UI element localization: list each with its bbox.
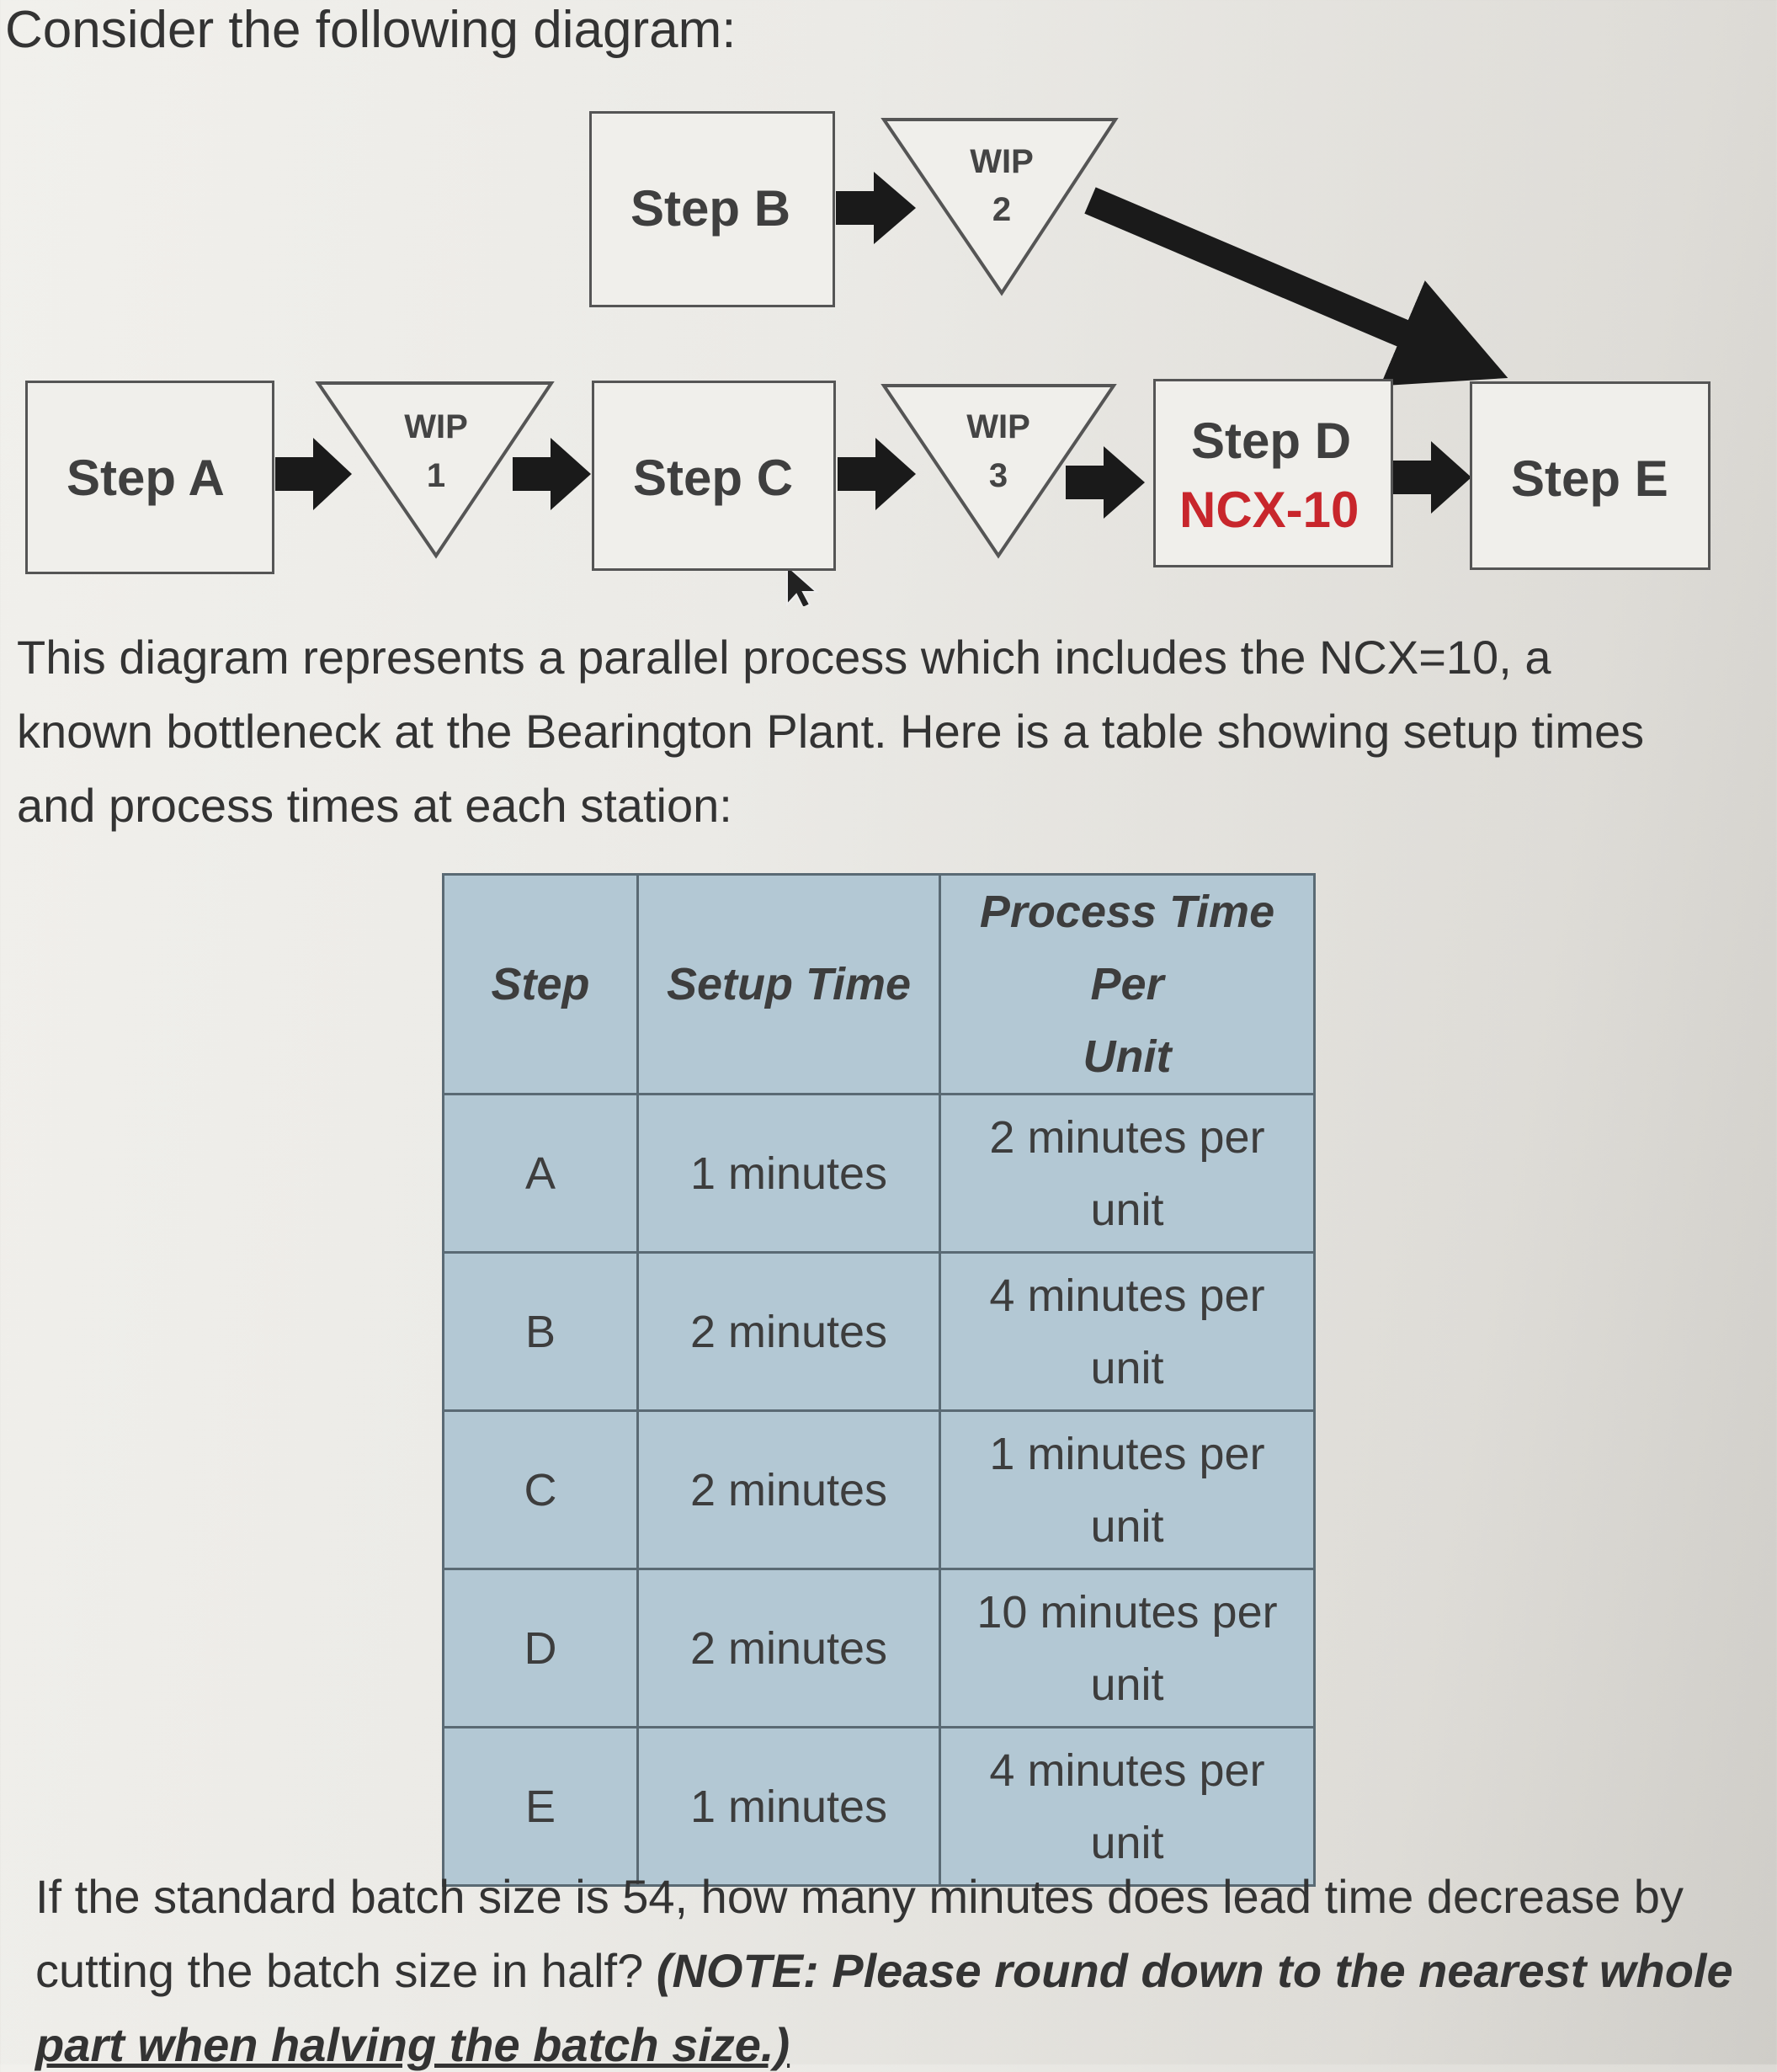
cell-process (940, 1253, 1315, 1411)
step-b-label: Step B (630, 180, 791, 237)
header-process-line2: Unit (1083, 1031, 1172, 1082)
step-d-label: Step D (1191, 413, 1352, 469)
cell-process-line2: unit (1090, 1659, 1164, 1710)
cell-setup: 2 minutes (638, 1411, 940, 1569)
cell-process (940, 1569, 1315, 1728)
table-row (444, 1253, 1315, 1411)
cell-process-line2: unit (1090, 1184, 1164, 1235)
description-line-1: This diagram represents a parallel process which includes the NCX=10, a (17, 631, 1551, 684)
cell-process-line2: unit (1090, 1817, 1164, 1868)
description-line-3: and process times at each station: (17, 779, 732, 832)
arrow-wip2-e (1090, 200, 1460, 358)
cell-step: D (444, 1569, 638, 1728)
arrow-b-wip2 (836, 172, 916, 244)
arrow-a-wip1 (275, 438, 352, 510)
arrow-d-e (1393, 441, 1471, 514)
cell-process-line1: 10 minutes per (976, 1586, 1278, 1638)
table-row (444, 1095, 1315, 1253)
cell-process (940, 1411, 1315, 1569)
cell-step: A (444, 1095, 638, 1253)
step-b-box (589, 111, 835, 307)
header-process-line1: Process Time Per (979, 887, 1275, 1009)
step-e-label: Step E (1511, 450, 1668, 507)
cell-setup: 1 minutes (638, 1728, 940, 1886)
step-a-label: Step A (67, 450, 225, 506)
step-c-box (592, 381, 836, 571)
step-e-box (1470, 381, 1710, 570)
table-row (444, 1411, 1315, 1569)
header-setup-time: Setup Time (638, 875, 940, 1095)
cell-step: C (444, 1411, 638, 1569)
table-row (444, 1728, 1315, 1886)
step-a-box (25, 381, 274, 574)
cell-process-line1: 1 minutes per (989, 1428, 1265, 1479)
cell-process-line1: 2 minutes per (989, 1111, 1265, 1163)
question-note-part-2: part when halving the batch size.) (35, 2018, 790, 2071)
wip-2-number: 2 (992, 191, 1012, 228)
table-header-row (444, 875, 1315, 1095)
question-note-part-1: (NOTE: Please round down to the nearest whole (656, 1944, 1733, 1997)
arrow-c-wip3 (838, 438, 916, 510)
cell-setup: 2 minutes (638, 1253, 940, 1411)
cell-step: B (444, 1253, 638, 1411)
cell-process-line2: unit (1090, 1500, 1164, 1552)
cell-process-line2: unit (1090, 1342, 1164, 1393)
header-step: Step (444, 875, 638, 1095)
mouse-cursor-icon (787, 566, 817, 606)
arrow-wip3-d (1066, 446, 1145, 519)
cell-process-line1: 4 minutes per (989, 1744, 1265, 1796)
wip-1-label: WIP (404, 408, 468, 445)
wip-3-number: 3 (988, 457, 1008, 494)
cell-setup: 2 minutes (638, 1569, 940, 1728)
step-d-box (1153, 379, 1393, 567)
cell-step: E (444, 1728, 638, 1886)
header-process-time (940, 875, 1315, 1095)
step-c-label: Step C (633, 450, 794, 506)
table-row (444, 1569, 1315, 1728)
wip-3-label: WIP (966, 408, 1030, 445)
setup-process-table (442, 873, 1316, 1887)
wip-2-triangle (884, 120, 1115, 293)
question-line-1: If the standard batch size is 54, how many minutes does lead time decrease by (35, 1870, 1684, 1923)
question-line-2-plain: cutting the batch size in half? (35, 1944, 657, 1997)
cell-process (940, 1728, 1315, 1886)
cell-setup: 1 minutes (638, 1095, 940, 1253)
intro-text: Consider the following diagram: (5, 1, 737, 59)
wip-1-number: 1 (426, 457, 446, 494)
arrow-wip1-c (513, 438, 591, 510)
cell-process-line1: 4 minutes per (989, 1270, 1265, 1321)
question-line-2 (35, 1943, 1733, 1998)
cell-process (940, 1095, 1315, 1253)
description-line-2: known bottleneck at the Bearington Plant. Here is a table showing setup times (17, 705, 1645, 758)
wip-2-label: WIP (970, 143, 1034, 180)
step-d-ncx-label: NCX-10 (1179, 482, 1359, 538)
